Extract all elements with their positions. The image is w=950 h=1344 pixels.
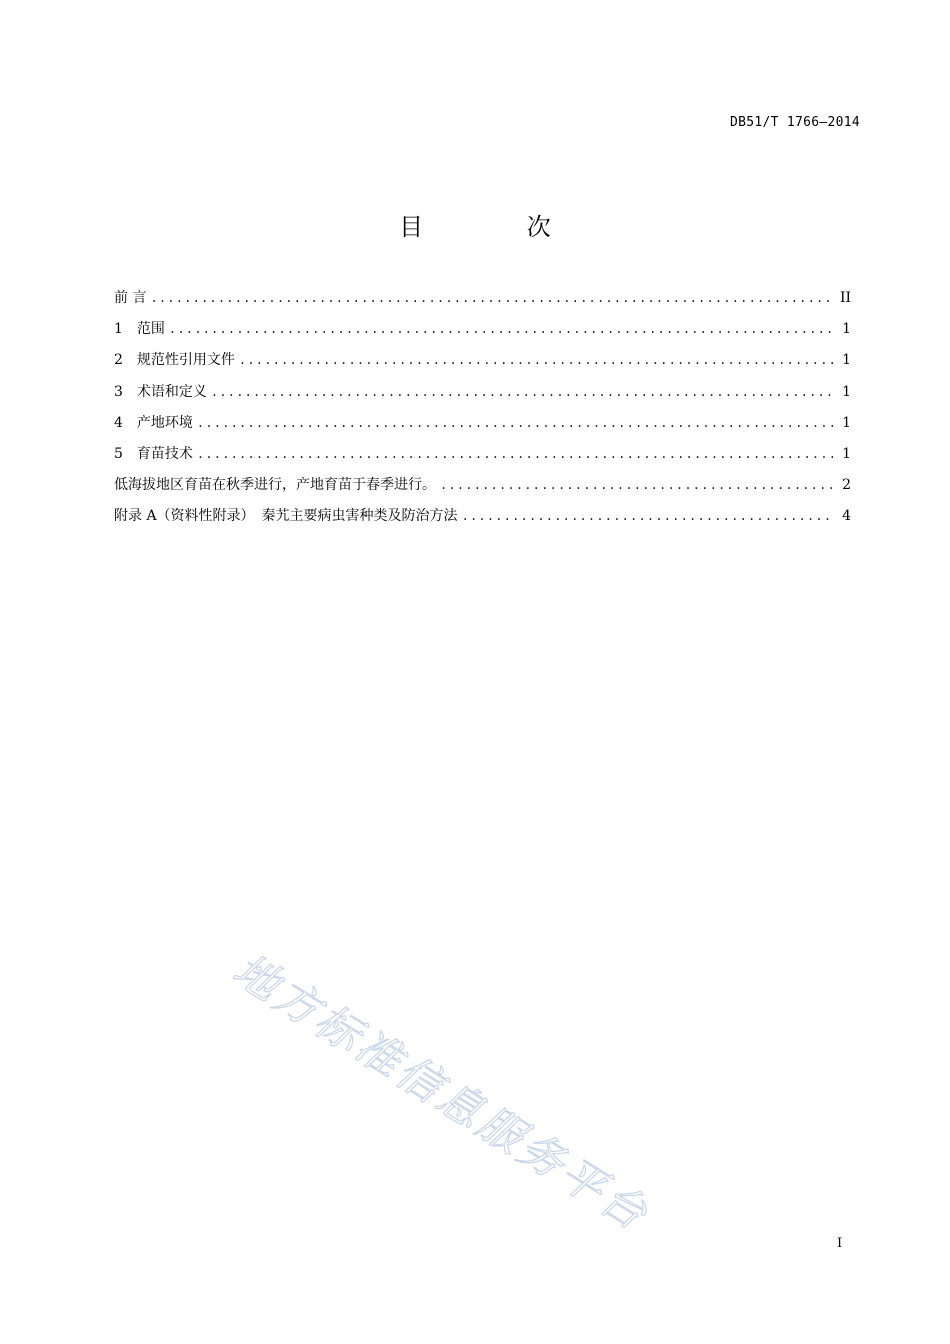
toc-entry-environment[interactable]: [114, 412, 851, 443]
toc-page-number: 1: [842, 321, 851, 338]
toc-entry-label: 3 术语和定义: [114, 383, 207, 400]
toc-page-number: 4: [842, 508, 851, 525]
page-number: I: [837, 1236, 843, 1251]
toc-dot-leader: [169, 322, 833, 336]
toc-entry-foreword[interactable]: [114, 287, 851, 318]
toc-entry-label: 1 范围: [114, 321, 165, 338]
toc-entry-scope[interactable]: [114, 318, 851, 349]
toc-page-number: 2: [842, 477, 851, 494]
toc-dot-leader: [197, 447, 833, 461]
toc-page-number: II: [839, 290, 851, 306]
toc-dot-leader: [462, 509, 833, 523]
toc-entry-terms-definitions[interactable]: [114, 381, 851, 412]
toc-entry-label: 低海拔地区育苗在秋季进行，产地育苗于春季进行。: [114, 477, 436, 494]
toc-entry-label: 5 育苗技术: [114, 445, 193, 462]
table-of-contents: [114, 287, 851, 537]
toc-entry-normative-references[interactable]: [114, 349, 851, 380]
toc-page-number: 1: [842, 414, 851, 431]
document-code: DB51/T 1766—2014: [729, 115, 860, 130]
toc-page-number: 1: [842, 445, 851, 462]
page-title: 目 次: [399, 213, 599, 241]
toc-entry-low-altitude[interactable]: [114, 474, 851, 505]
toc-entry-label: 4 产地环境: [114, 414, 193, 431]
toc-entry-label: 2 规范性引用文件: [114, 352, 235, 369]
toc-entry-seedling-technique[interactable]: [114, 443, 851, 474]
toc-dot-leader: [239, 353, 833, 367]
toc-dot-leader: [440, 478, 833, 492]
toc-entry-label: 前 言: [114, 290, 147, 306]
toc-entry-appendix-a[interactable]: [114, 505, 851, 536]
watermark: 地方标准信息服务平台: [224, 944, 659, 1242]
toc-entry-label: 附录 A（资料性附录） 秦艽主要病虫害种类及防治方法: [114, 508, 458, 525]
toc-dot-leader: [197, 416, 833, 430]
toc-dot-leader: [150, 291, 833, 305]
toc-page-number: 1: [842, 383, 851, 400]
toc-page-number: 1: [842, 352, 851, 369]
toc-dot-leader: [211, 385, 833, 399]
